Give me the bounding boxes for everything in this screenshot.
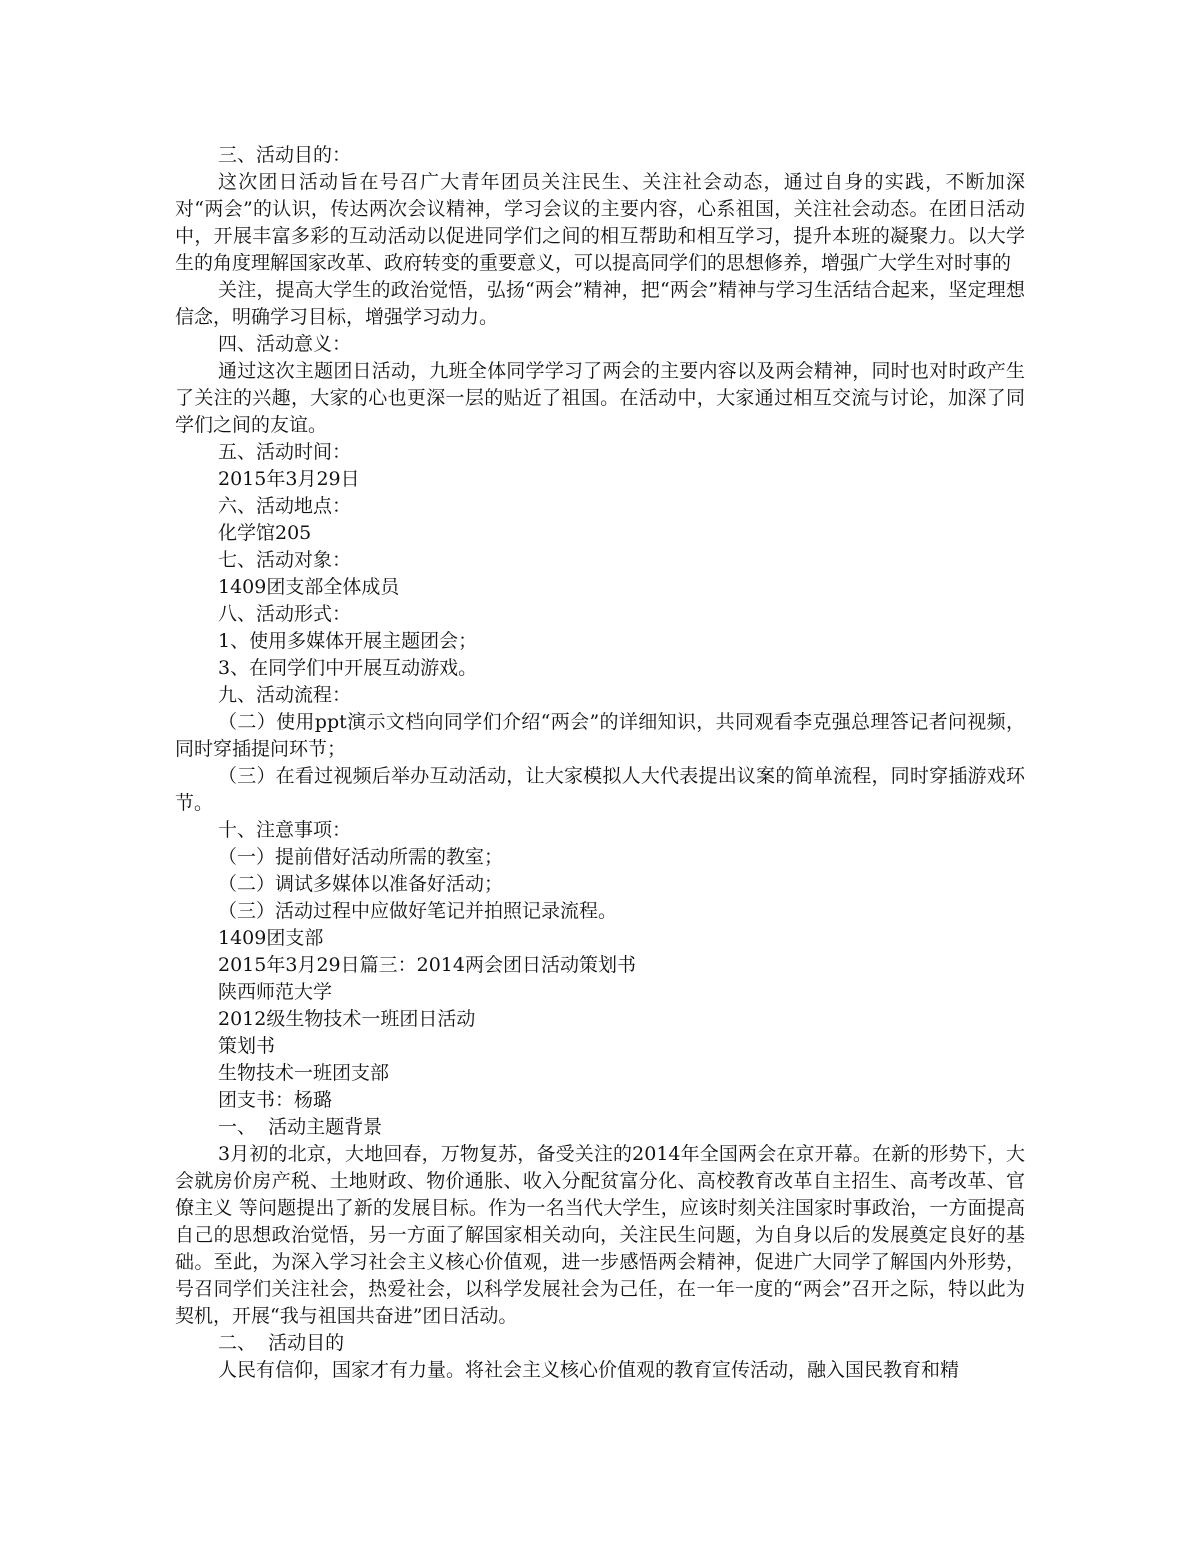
document-page (175, 142, 1025, 1384)
paragraph: （二）调试多媒体以准备好活动； (218, 873, 504, 895)
paragraph: 1、使用多媒体开展主题团会； (218, 630, 478, 652)
paragraph: 三、活动目的： (218, 144, 352, 166)
paragraph: 通过这次主题团日活动，九班全体同学学习了两会的主要内容以及两会精神，同时也对时政产生了关注的兴趣，大家的心也更深一层的贴近了祖国。在活动中，大家通过相互交流与讨论，加深了同学们之间的友谊。 (175, 360, 1025, 436)
paragraph: 2015年3月29日 (218, 468, 360, 490)
paragraph: 3月初的北京，大地回春，万物复苏，备受关注的2014年全国两会在京开幕。在新的形势下，大会就房价房产税、土地财政、物价通胀、收入分配贫富分化、高校教育改革自主招生、高考改革、官僚主义 等问题提出了新的发展目标。作为一名当代大学生，应该时刻关注国家时事政治，一方面提高自己的思想政治觉悟，另一方面了解国家相关动向，关注民生问题，为自身以后的发展奠定良好的基础。至此，为深入学习社会主义核心价值观，进一步感悟两会精神，促进广大同学了解国内外形势，号召同学们关注社会，热爱社会，以科学发展社会为己任，在一年一度的“两会”召开之际，特以此为契机，开展“我与祖国共奋进”团日活动。 (175, 1143, 1025, 1327)
paragraph: 七、活动对象： (218, 549, 352, 571)
paragraph: 1409团支部 (218, 927, 324, 949)
paragraph: 十、注意事项： (218, 819, 352, 841)
paragraph: 3、在同学们中开展互动游戏。 (218, 657, 478, 679)
paragraph: 八、活动形式： (218, 603, 352, 625)
paragraph: 六、活动地点： (218, 495, 352, 517)
paragraph: 策划书 (218, 1035, 276, 1057)
paragraph: （二）使用ppt演示文档向同学们介绍“两会”的详细知识，共同观看李克强总理答记者问视频，同时穿插提问环节； (175, 711, 1025, 760)
paragraph: 五、活动时间： (218, 441, 352, 463)
paragraph: 九、活动流程： (218, 684, 352, 706)
paragraph: 陕西师范大学 (218, 981, 333, 1003)
paragraph: 2015年3月29日篇三：2014两会团日活动策划书 (218, 954, 636, 976)
paragraph: （三）活动过程中应做好笔记并拍照记录流程。 (218, 900, 618, 922)
paragraph: 生物技术一班团支部 (218, 1062, 390, 1084)
paragraph: 这次团日活动旨在号召广大青年团员关注民生、关注社会动态，通过自身的实践，不断加深对“两会”的认识，传达两次会议精神，学习会议的主要内容，心系祖国，关注社会动态。在团日活动中，开展丰富多彩的互动活动以促进同学们之间的相互帮助和相互学习，提升本班的凝聚力。以大学生的角度理解国家改革、政府转变的重要意义，可以提高同学们的思想修养，增强广大学生对时事的 (175, 171, 1025, 274)
paragraph: （一）提前借好活动所需的教室； (218, 846, 504, 868)
paragraph: 一、 活动主题背景 (218, 1116, 383, 1138)
paragraph: 1409团支部全体成员 (218, 576, 400, 598)
paragraph: 关注，提高大学生的政治觉悟，弘扬“两会”精神，把“两会”精神与学习生活结合起来，坚定理想信念，明确学习目标，增强学习动力。 (175, 279, 1025, 328)
paragraph: 人民有信仰，国家才有力量。将社会主义核心价值观的教育宣传活动，融入国民教育和精 (218, 1359, 960, 1381)
paragraph: 团支书：杨璐 (218, 1089, 333, 1111)
paragraph: 2012级生物技术一班团日活动 (218, 1008, 476, 1030)
paragraph: （三）在看过视频后举办互动活动，让大家模拟人大代表提出议案的简单流程，同时穿插游戏环节。 (175, 765, 1025, 814)
paragraph: 化学馆205 (218, 522, 312, 544)
paragraph: 四、活动意义： (218, 333, 352, 355)
paragraph: 二、 活动目的 (218, 1332, 345, 1354)
